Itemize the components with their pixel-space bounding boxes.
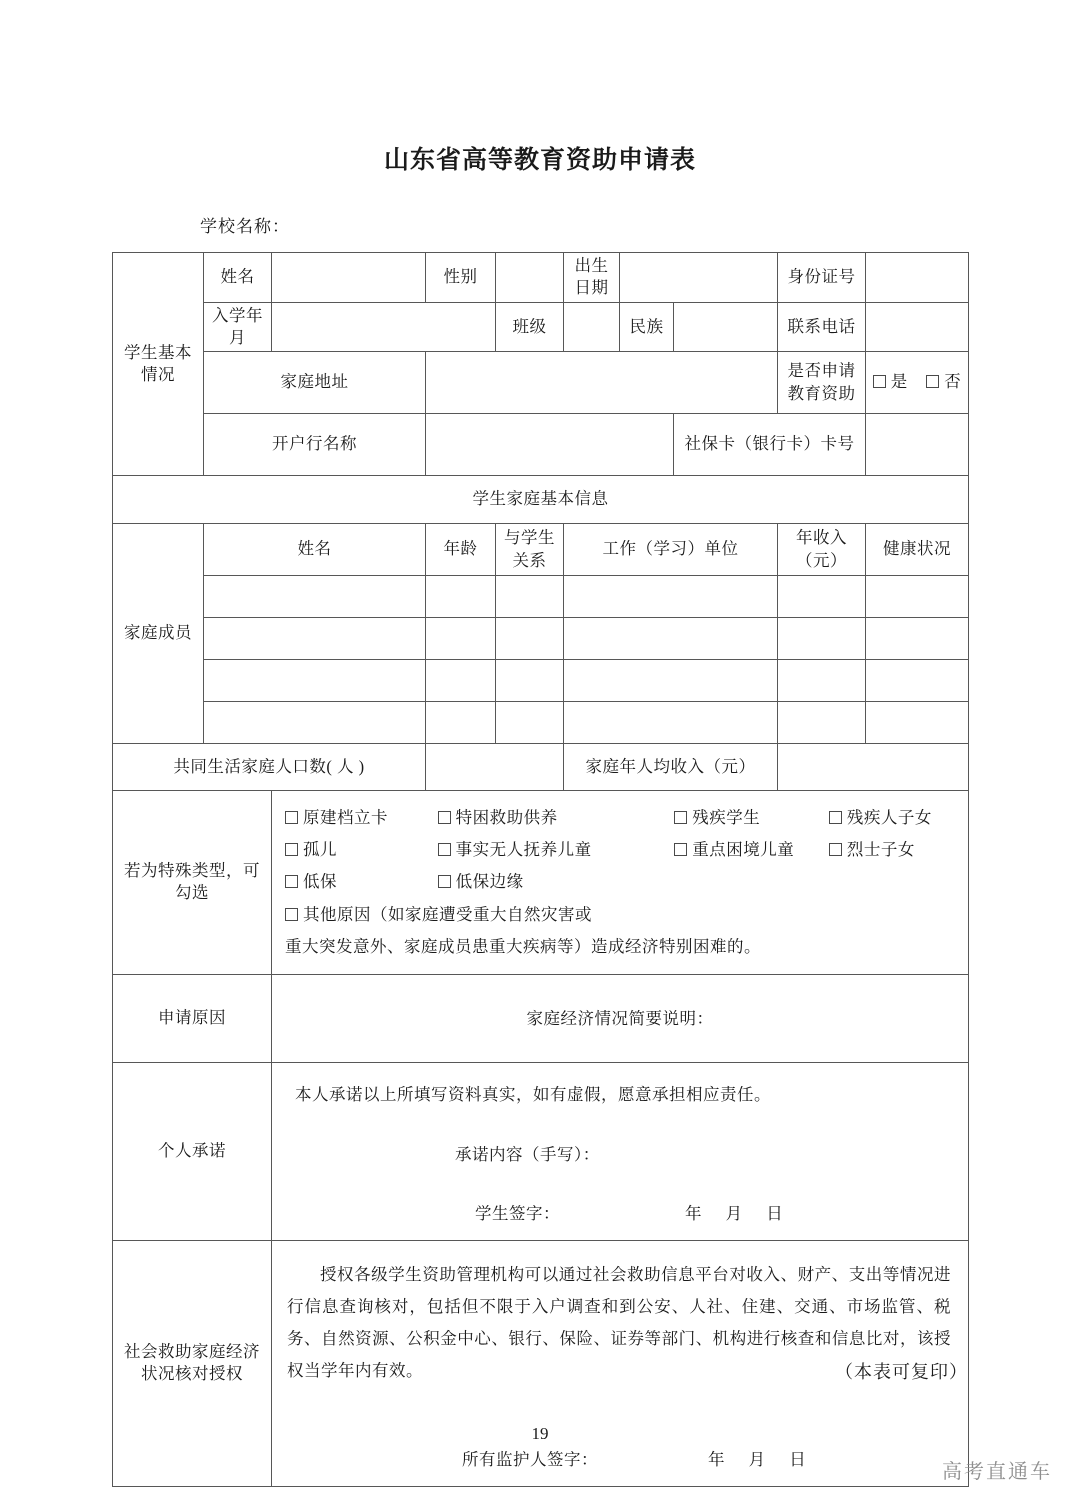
table-row-commitment (113, 1062, 969, 1240)
label-phone: 联系电话 (778, 302, 866, 352)
cell-member-name[interactable] (204, 702, 426, 744)
label-commitment: 个人承诺 (113, 1062, 272, 1240)
label-birth-date: 出生日期 (564, 253, 620, 303)
label-name: 姓名 (204, 253, 272, 303)
column-header-member-health: 健康状况 (866, 524, 969, 576)
label-class: 班级 (496, 302, 564, 352)
checkbox-label: 其他原因（如家庭遭受重大自然灾害或 (303, 904, 592, 924)
cell-member-health[interactable] (866, 702, 969, 744)
copy-note: （本表可复印） (835, 1362, 968, 1382)
table-row-student-1 (113, 253, 969, 303)
cell-member-relation[interactable] (496, 660, 564, 702)
special-types-cell (272, 791, 969, 975)
guardian-signature-label[interactable]: 所有监护人签字： (462, 1449, 598, 1469)
table-row-apply-reason (113, 974, 969, 1062)
watermark: 高考直通车 (942, 1461, 1052, 1483)
table-row-student-3 (113, 352, 969, 414)
checkbox-marginal-subsistence[interactable] (438, 866, 670, 898)
checkbox-icon (285, 875, 298, 888)
label-authorization: 社会救助家庭经济状况核对授权 (113, 1240, 272, 1486)
cell-member-name[interactable] (204, 618, 426, 660)
label-id-number: 身份证号 (778, 253, 866, 303)
checkbox-label: 残疾人子女 (846, 808, 932, 828)
cell-member-health[interactable] (866, 618, 969, 660)
cell-member-age[interactable] (426, 576, 496, 618)
checkbox-other-reason[interactable] (285, 899, 592, 931)
cell-member-name[interactable] (204, 576, 426, 618)
cell-member-relation[interactable] (496, 702, 564, 744)
label-enroll-date: 入学年月 (204, 302, 272, 352)
commitment-content-label: 承诺内容（手写）： (455, 1145, 600, 1165)
checkbox-label-yes: 是 (890, 372, 908, 392)
field-per-capita-income[interactable] (778, 744, 969, 791)
checkbox-icon (285, 843, 298, 856)
special-types-row-2 (285, 834, 961, 866)
cell-member-workplace[interactable] (564, 618, 778, 660)
table-row-family-member (113, 702, 969, 744)
checkbox-key-distressed-child[interactable] (674, 834, 824, 866)
checkbox-icon (285, 811, 298, 824)
checkbox-disabled-student[interactable] (674, 802, 824, 834)
field-class[interactable] (564, 302, 620, 352)
table-row-special-types (113, 791, 969, 975)
column-header-member-income: 年收入（元） (778, 524, 866, 576)
label-apply-reason: 申请原因 (113, 974, 272, 1062)
field-card-number[interactable] (866, 414, 969, 476)
checkbox-icon (438, 843, 451, 856)
table-row-student-4 (113, 414, 969, 476)
column-header-member-workplace: 工作（学习）单位 (564, 524, 778, 576)
column-header-member-name: 姓名 (204, 524, 426, 576)
checkbox-label: 重点困境儿童 (692, 840, 795, 860)
commitment-content (275, 1068, 965, 1235)
field-bank-name[interactable] (426, 414, 674, 476)
cell-member-health[interactable] (866, 576, 969, 618)
cell-member-age[interactable] (426, 702, 496, 744)
label-gender: 性别 (426, 253, 496, 303)
label-bank-name: 开户行名称 (204, 414, 426, 476)
checkbox-label: 低保 (303, 872, 337, 892)
table-row-family-header (113, 524, 969, 576)
special-types-checkbox-grid (275, 793, 965, 972)
cell-member-workplace[interactable] (564, 660, 778, 702)
checkbox-apply-no[interactable] (926, 371, 961, 393)
apply-reason-prompt: 家庭经济情况简要说明： (526, 1009, 714, 1029)
field-name[interactable] (272, 253, 426, 303)
page-number: 19 (531, 1424, 549, 1443)
field-gender[interactable] (496, 253, 564, 303)
school-name-label: 学校名称： (200, 217, 290, 236)
field-id-number[interactable] (866, 253, 969, 303)
checkbox-label-no: 否 (944, 372, 962, 392)
checkbox-label: 低保边缘 (455, 872, 524, 892)
cell-member-name[interactable] (204, 660, 426, 702)
column-header-member-relation: 与学生关系 (496, 524, 564, 576)
checkbox-subsistence-allowance[interactable] (285, 866, 433, 898)
field-ethnicity[interactable] (674, 302, 778, 352)
checkbox-child-of-martyr[interactable] (829, 834, 915, 866)
cell-member-workplace[interactable] (564, 576, 778, 618)
cell-member-health[interactable] (866, 660, 969, 702)
cell-member-workplace[interactable] (564, 702, 778, 744)
cell-member-age[interactable] (426, 660, 496, 702)
field-apply-reason[interactable] (272, 974, 969, 1062)
label-special-types: 若为特殊类型，可勾选 (113, 791, 272, 975)
cell-member-income[interactable] (778, 618, 866, 660)
checkbox-icon (674, 843, 687, 856)
checkbox-label: 烈士子女 (846, 840, 915, 860)
commitment-cell (272, 1062, 969, 1240)
label-card-number: 社保卡（银行卡）卡号 (674, 414, 866, 476)
checkbox-de-facto-unattended-child[interactable] (438, 834, 670, 866)
field-birth-date[interactable] (620, 253, 778, 303)
checkbox-label: 特困救助供养 (455, 808, 558, 828)
checkbox-apply-yes[interactable] (873, 371, 908, 393)
checkbox-icon (285, 908, 298, 921)
checkbox-icon (926, 375, 939, 388)
checkbox-icon (438, 811, 451, 824)
special-types-row-1 (285, 802, 961, 834)
checkbox-label: 孤儿 (303, 840, 337, 860)
cell-member-relation[interactable] (496, 576, 564, 618)
checkbox-icon (873, 375, 886, 388)
table-row-family-member (113, 660, 969, 702)
checkbox-former-poverty-card[interactable] (285, 802, 433, 834)
page-title: 山东省高等教育资助申请表 (383, 146, 696, 174)
table-row-family-member (113, 618, 969, 660)
field-household-size[interactable] (426, 744, 564, 791)
field-home-address[interactable] (426, 352, 778, 414)
authorization-date-label[interactable]: 年 月 日 (708, 1449, 816, 1469)
label-per-capita-income: 家庭年人均收入（元） (564, 744, 778, 791)
commitment-signature-row (285, 1203, 955, 1225)
table-row-family-member (113, 576, 969, 618)
table-row-family-banner (113, 476, 969, 524)
checkbox-icon (674, 811, 687, 824)
section-label-student-basic: 学生基本情况 (113, 253, 204, 476)
cell-member-age[interactable] (426, 618, 496, 660)
table-row-household-summary (113, 744, 969, 791)
cell-member-relation[interactable] (496, 618, 564, 660)
checkbox-child-of-disabled[interactable] (829, 802, 932, 834)
authorization-signature-row (287, 1444, 951, 1476)
label-ethnicity: 民族 (620, 302, 674, 352)
commitment-signature-label[interactable]: 学生签字： (475, 1203, 560, 1223)
checkbox-label: 事实无人抚养儿童 (455, 840, 592, 860)
field-apply-aid-choices (866, 352, 969, 414)
checkbox-icon (829, 843, 842, 856)
label-household-size: 共同生活家庭人口数( 人 ) (113, 744, 426, 791)
cell-member-income[interactable] (778, 660, 866, 702)
checkbox-orphan[interactable] (285, 834, 433, 866)
checkbox-extreme-poverty-support[interactable] (438, 802, 670, 834)
checkbox-label: 残疾学生 (692, 808, 761, 828)
commitment-statement: 本人承诺以上所填写资料真实，如有虚假，愿意承担相应责任。 (295, 1085, 771, 1105)
cell-member-income[interactable] (778, 576, 866, 618)
commitment-date-label[interactable]: 年 月 日 (685, 1203, 793, 1223)
checkbox-icon (829, 811, 842, 824)
checkbox-icon (438, 875, 451, 888)
cell-member-income[interactable] (778, 702, 866, 744)
label-apply-aid: 是否申请教育资助 (778, 352, 866, 414)
special-types-row-3 (285, 866, 961, 930)
application-form-table (112, 252, 969, 1487)
special-types-other-continuation: 重大突发意外、家庭成员患重大疾病等）造成经济特别困难的。 (285, 936, 761, 956)
field-phone[interactable] (866, 302, 969, 352)
label-home-address: 家庭地址 (204, 352, 426, 414)
family-section-banner: 学生家庭基本信息 (113, 476, 969, 524)
checkbox-label: 原建档立卡 (303, 808, 388, 828)
column-header-member-age: 年龄 (426, 524, 496, 576)
section-label-family-members: 家庭成员 (113, 524, 204, 744)
field-enroll-date[interactable] (272, 302, 496, 352)
authorization-body: 授权各级学生资助管理机构可以通过社会救助信息平台对收入、财产、支出等情况进行信息查询核对，包括但不限于入户调查和到公安、人社、住建、交通、市场监管、税务、自然资源、公积金中心、银行、保险、证券等部门、机构进行核查和信息比对，该授权当学年内有效。 (287, 1264, 952, 1381)
table-row-student-2 (113, 302, 969, 352)
